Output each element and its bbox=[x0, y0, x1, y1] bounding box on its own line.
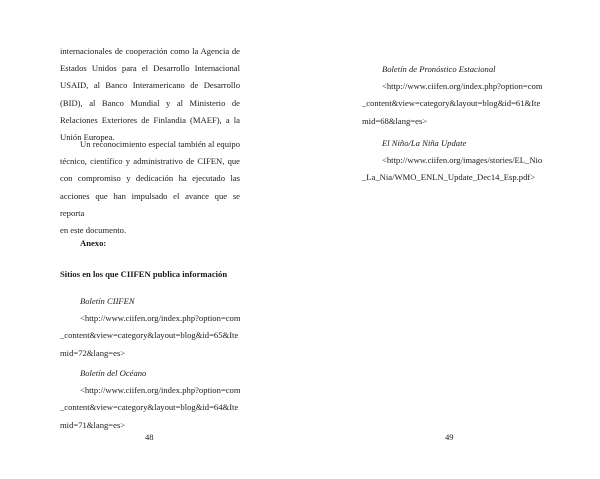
entry-url: mid=71&lang=es> bbox=[60, 419, 126, 430]
entry-title: El Niño/La Niña Update bbox=[382, 138, 467, 148]
entry-url: _La_Nia/WMO_ENLN_Update_Dec14_Esp.pdf> bbox=[362, 172, 536, 183]
site-entry bbox=[60, 293, 240, 362]
entry-url: <http://www.ciifen.org/index.php?option=com bbox=[80, 385, 241, 396]
text-line: (BID), al Banco Mundial y al Ministerio de bbox=[60, 97, 240, 108]
text-line: Un reconocimiento especial también al equipo bbox=[80, 139, 240, 149]
text-line: Unión Europea. bbox=[60, 132, 115, 143]
text-line: con compromiso y dedicación ha ejecutado las bbox=[60, 173, 240, 184]
text-line: Relaciones Exteriores de Finlandia (MAEF), a la bbox=[60, 114, 240, 125]
text-line: Estados Unidos para el Desarrollo Internacional bbox=[60, 63, 240, 74]
entry-title: Boletín de Pronóstico Estacional bbox=[382, 64, 496, 74]
text-line: internacionales de cooperación como la Agencia de bbox=[60, 46, 240, 56]
page-number: 49 bbox=[445, 432, 454, 442]
right-page bbox=[300, 0, 600, 479]
acknowledgement-paragraph-1 bbox=[60, 43, 240, 146]
entry-title: Boletín CIIFEN bbox=[80, 296, 135, 306]
entry-url: <http://www.ciifen.org/images/stories/EL_Nio bbox=[382, 155, 543, 166]
entry-url: _content&view=category&layout=blog&id=64&Ite bbox=[60, 402, 239, 413]
entry-url: <http://www.ciifen.org/index.php?option=com bbox=[382, 81, 543, 92]
site-entry bbox=[362, 135, 552, 187]
text-line: técnico, científico y administrativo de CIFEN, que bbox=[60, 156, 240, 167]
entry-url: <http://www.ciifen.org/index.php?option=com bbox=[80, 313, 241, 324]
annex-heading: Anexo: bbox=[80, 238, 107, 248]
entry-url: _content&view=category&layout=blog&id=61&Ite bbox=[362, 98, 541, 109]
page-number: 48 bbox=[145, 432, 154, 442]
entry-url: _content&view=category&layout=blog&id=65&Ite bbox=[60, 330, 239, 341]
entry-url: mid=72&lang=es> bbox=[60, 347, 126, 358]
site-entry bbox=[60, 365, 240, 434]
entry-url: mid=68&lang=es> bbox=[362, 115, 428, 126]
site-entry bbox=[362, 61, 552, 130]
entry-title: Boletín del Océano bbox=[80, 368, 147, 378]
sites-heading: Sitios en los que CIIFEN publica información bbox=[60, 269, 228, 279]
text-line: acciones que han impulsado el avance que se reporta bbox=[60, 190, 240, 218]
acknowledgement-paragraph-2 bbox=[60, 136, 240, 239]
text-line: USAID, al Banco Interamericano de Desarrollo bbox=[60, 80, 240, 91]
text-line: en este documento. bbox=[60, 225, 127, 236]
